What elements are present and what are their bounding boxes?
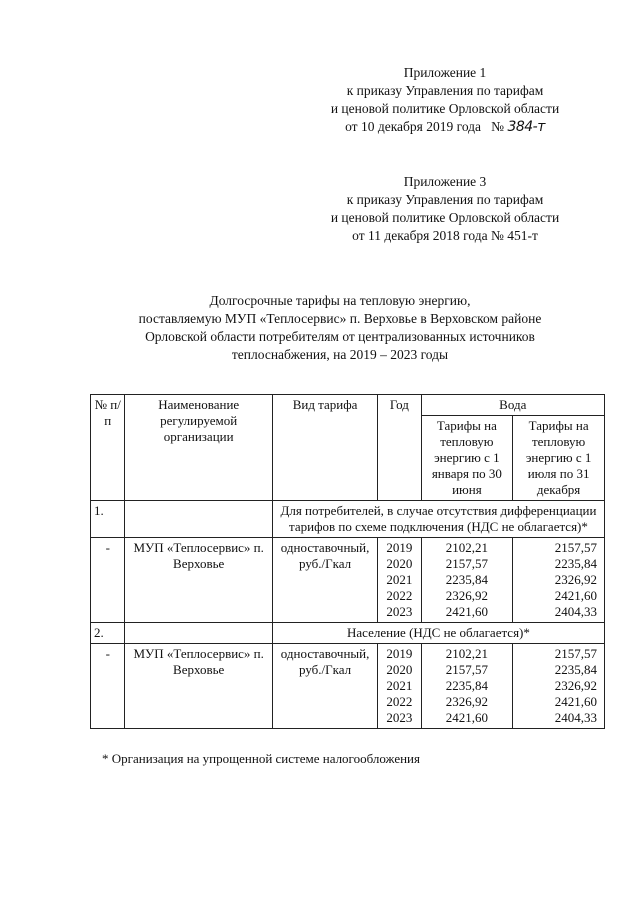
tariff-value: 2157,57 [554, 646, 597, 661]
year-cell: 2020 [386, 662, 413, 677]
year-cell: 2023 [386, 604, 413, 619]
tariff-value: 2404,33 [554, 710, 597, 725]
appendix-1-handwritten-number: 384-т [507, 119, 545, 135]
appendix-1-date-line [290, 118, 600, 136]
appendix-3-date: от 11 декабря 2018 года № 451-т [352, 228, 538, 243]
header-num: № п/п [91, 395, 125, 501]
tariff-value: 2157,57 [445, 556, 488, 571]
appendix-1-number-prefix: № [491, 119, 505, 134]
title-line1: Долгосрочные тарифы на тепловую энергию, [209, 293, 471, 308]
appendix-1-line2: и ценовой политике Орловской области [330, 101, 560, 116]
row-num: - [91, 538, 125, 623]
tariff-value: 2421,60 [445, 604, 488, 619]
year-cell: 2021 [386, 572, 413, 587]
appendix-3-line1: к приказу Управления по тарифам [346, 192, 544, 207]
tariff-value: 2102,21 [445, 540, 488, 555]
appendix-1-header [290, 64, 600, 136]
tariff-value: 2326,92 [554, 678, 597, 693]
tariff-value: 2157,57 [445, 662, 488, 677]
tariff-value: 2326,92 [445, 588, 488, 603]
tariff-value: 2157,57 [554, 540, 597, 555]
footnote: * Организация на упрощенной системе налогообложения [102, 751, 420, 766]
row-tariff-h1 [421, 538, 513, 623]
year-cell: 2022 [386, 694, 413, 709]
row-type: одноставочный, руб./Гкал [272, 644, 377, 729]
tariff-value: 2235,84 [554, 662, 597, 677]
year-cell: 2020 [386, 556, 413, 571]
row-tariff-h1 [421, 644, 513, 729]
title-line4: теплоснабжения, на 2019 – 2023 годы [231, 347, 449, 362]
header-year: Год [378, 395, 421, 501]
row-years [378, 538, 421, 623]
appendix-3-line2: и ценовой политике Орловской области [330, 210, 560, 225]
tariff-value: 2421,60 [554, 694, 597, 709]
tariff-value: 2404,33 [554, 604, 597, 619]
section-label: Население (НДС не облагается)* [272, 623, 604, 644]
appendix-3-title: Приложение 3 [403, 174, 487, 189]
year-cell: 2022 [386, 588, 413, 603]
tariff-value: 2235,84 [554, 556, 597, 571]
title-line3: Орловской области потребителям от централизованных источников [145, 329, 535, 344]
header-tariff-h2: Тарифы на тепловую энергию с 1 июля по 31 декабря [513, 416, 605, 501]
header-type: Вид тарифа [272, 395, 377, 501]
appendix-3-header [290, 173, 600, 245]
tariff-value: 2326,92 [554, 572, 597, 587]
tariff-value: 2235,84 [445, 678, 488, 693]
row-years [378, 644, 421, 729]
document-title [90, 292, 590, 364]
year-cell: 2019 [386, 646, 413, 661]
appendix-1-date: от 10 декабря 2019 года [345, 119, 482, 134]
year-cell: 2019 [386, 540, 413, 555]
section-label: Для потребителей, в случае отсутствия дифференциации тарифов по схеме подключения (НДС не облагается)* [272, 501, 604, 538]
table-row [91, 538, 605, 623]
title-line2: поставляемую МУП «Теплосервис» п. Верховье в Верховском районе [138, 311, 542, 326]
tariffs-table [90, 394, 605, 729]
tariff-value: 2235,84 [445, 572, 488, 587]
section-empty [125, 623, 272, 644]
header-tariff-h1: Тарифы на тепловую энергию с 1 января по 30 июня [421, 416, 513, 501]
row-tariff-h2 [513, 644, 605, 729]
tariff-value: 2421,60 [445, 710, 488, 725]
year-cell: 2021 [386, 678, 413, 693]
section-num: 1. [91, 501, 125, 538]
year-cell: 2023 [386, 710, 413, 725]
tariff-value: 2102,21 [445, 646, 488, 661]
row-org: МУП «Теплосервис» п. Верховье [125, 644, 272, 729]
row-tariff-h2 [513, 538, 605, 623]
tariff-value: 2421,60 [554, 588, 597, 603]
row-num: - [91, 644, 125, 729]
appendix-1-line1: к приказу Управления по тарифам [346, 83, 544, 98]
tariff-value: 2326,92 [445, 694, 488, 709]
header-water: Вода [421, 395, 604, 416]
section-empty [125, 501, 272, 538]
table-row [91, 644, 605, 729]
header-org: Наименование регулируемой организации [125, 395, 272, 501]
row-type: одноставочный, руб./Гкал [272, 538, 377, 623]
appendix-1-title: Приложение 1 [403, 65, 487, 80]
section-num: 2. [91, 623, 125, 644]
row-org: МУП «Теплосервис» п. Верховье [125, 538, 272, 623]
